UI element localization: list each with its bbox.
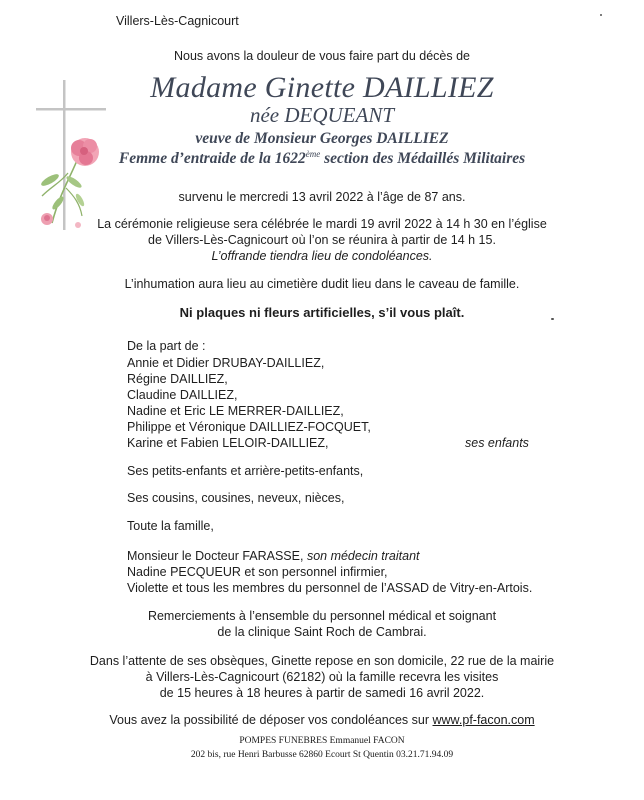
funeral-home-name: POMPES FUNEBRES Emmanuel FACON [239, 736, 405, 746]
widow-line: veuve de Monsieur Georges DAILLIEZ [195, 130, 449, 147]
child-entry: Nadine et Eric LE MERRER-DAILLIEZ, [127, 404, 344, 418]
scan-speck [551, 318, 554, 320]
funeral-home-address: 202 bis, rue Henri Barbusse 62860 Ecourt St Quentin 03.21.71.94.09 [190, 750, 454, 760]
doctor-role: son médecin traitant [306, 549, 420, 563]
thanks-line-1: Remerciements à l’ensemble du personnel médical et soignant [147, 609, 497, 623]
family-line: Toute la famille, [127, 519, 214, 533]
maiden-name: née DEQUEANT [249, 103, 395, 127]
role-suffix: section des Médaillés Militaires [320, 150, 526, 168]
condolences-text: Vous avez la possibilité de déposer vos condoléances sur [109, 713, 433, 727]
children-label: ses enfants [465, 436, 529, 450]
rest-line-2: à Villers-Lès-Cagnicourt (62182) où la famille recevra les visites [145, 670, 499, 684]
scan-speck [600, 14, 602, 16]
doctor-name: Monsieur le Docteur FARASSE, [127, 549, 307, 563]
child-entry: Régine DAILLIEZ, [127, 372, 228, 386]
cousins-line: Ses cousins, cousines, neveux, nièces, [127, 491, 345, 505]
ceremony-line-1: La cérémonie religieuse sera célébrée le mardi 19 avril 2022 à 14 h 30 en l’église [97, 217, 547, 231]
burial-line: L’inhumation aura lieu au cimetière dudit lieu dans le caveau de famille. [124, 277, 520, 291]
role-superscript: ème [305, 149, 321, 159]
ceremony-line-2: de Villers-Lès-Cagnicourt où l’on se réunira à partir de 14 h 15. [148, 233, 496, 247]
intro-text: Nous avons la douleur de vous faire part du décès de [173, 49, 471, 63]
from-label: De la part de : [127, 339, 206, 353]
role-prefix: Femme d’entraide de la 1622 [118, 150, 306, 168]
grandchildren-line: Ses petits-enfants et arrière-petits-enfants, [127, 464, 364, 478]
condolences-line [0, 713, 644, 727]
doctor-line [127, 549, 420, 563]
village-header: Villers-Lès-Cagnicourt [116, 14, 239, 28]
child-entry: Claudine DAILLIEZ, [127, 388, 238, 402]
child-entry: Annie et Didier DRUBAY-DAILLIEZ, [127, 356, 325, 370]
role-line [0, 149, 644, 168]
no-flowers-line: Ni plaques ni fleurs artificielles, s’il vous plaît. [179, 305, 465, 320]
rest-line-3: de 15 heures à 18 heures à partir de samedi 16 avril 2022. [159, 686, 485, 700]
offering-line: L’offrande tiendra lieu de condoléances. [211, 249, 433, 263]
assad-line: Violette et tous les membres du personnel de l’ASSAD de Vitry-en-Artois. [127, 581, 533, 595]
rest-line-1: Dans l’attente de ses obsèques, Ginette repose en son domicile, 22 rue de la mairie [89, 654, 555, 668]
child-entry: Philippe et Véronique DAILLIEZ-FOCQUET, [127, 420, 371, 434]
nurse-line: Nadine PECQUEUR et son personnel infirmier, [127, 565, 388, 579]
thanks-line-2: de la clinique Saint Roch de Cambrai. [217, 625, 427, 639]
death-notice: survenu le mercredi 13 avril 2022 à l’âge de 87 ans. [178, 190, 466, 204]
deceased-name: Madame Ginette DAILLIEZ [150, 71, 494, 104]
condolences-link[interactable]: www.pf-facon.com [432, 713, 535, 727]
child-entry: Karine et Fabien LELOIR-DAILLIEZ, [127, 436, 329, 450]
